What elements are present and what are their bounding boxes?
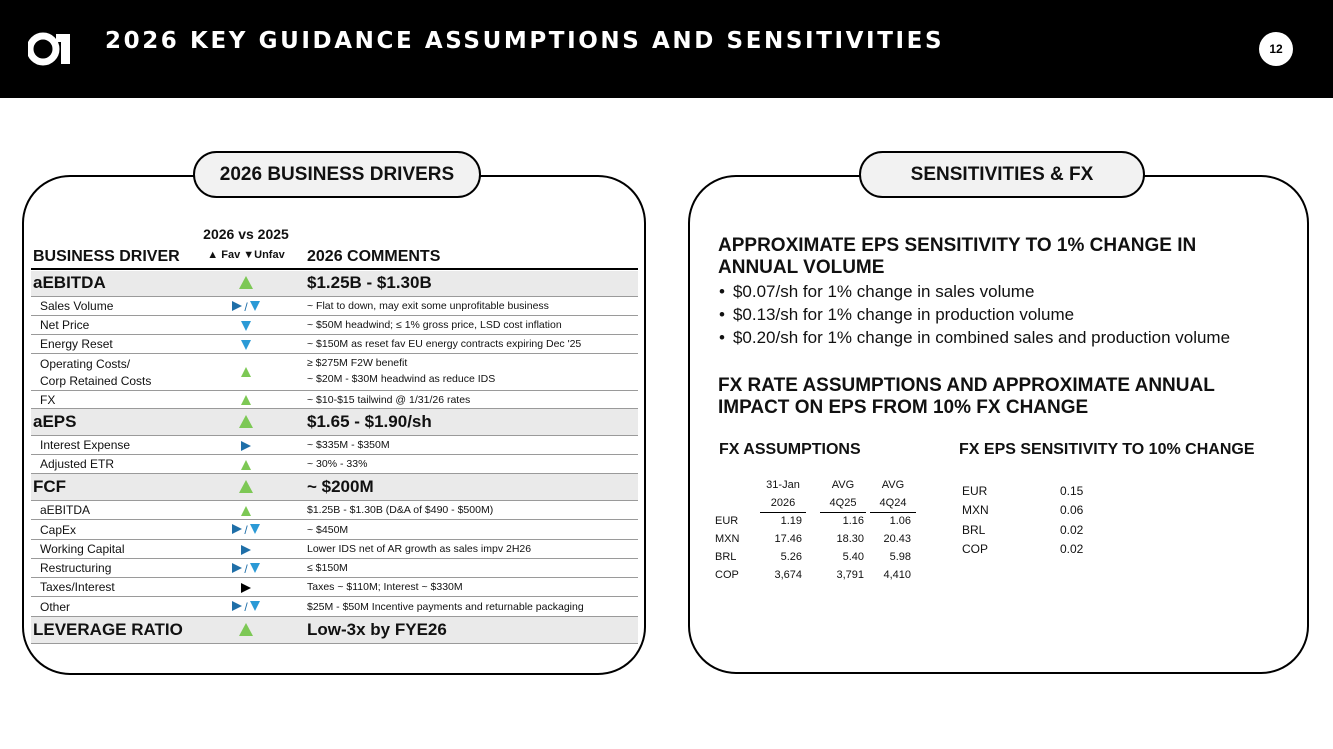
table-row [31, 578, 638, 597]
favorable-up-icon [196, 276, 296, 292]
fx-col-header: AVG [881, 479, 905, 491]
row-driver: Taxes/Interest [40, 580, 115, 594]
row-comment: ~ $50M headwind; ≤ 1% gross price, LSD cost inflation [307, 319, 562, 331]
row-comment: ~ $150M as reset fav EU energy contracts expiring Dec '25 [307, 338, 582, 350]
row-comment: Low-3x by FYE26 [307, 620, 447, 639]
column-header-vs: 2026 vs 2025 [203, 226, 289, 242]
column-header-comments: 2026 COMMENTS [307, 248, 441, 265]
table-row [31, 316, 638, 335]
table-row [31, 354, 638, 391]
company-logo-icon [28, 32, 78, 66]
page-number: 12 [1259, 32, 1293, 66]
fx-sens-value: 0.06 [1060, 503, 1084, 517]
row-comment: Taxes ~ $110M; Interest ~ $330M [307, 581, 463, 593]
row-driver: Operating Costs/ [40, 357, 131, 371]
row-driver: LEVERAGE RATIO [33, 620, 183, 639]
row-comment: $1.25B - $1.30B (D&A of $490 - $500M) [307, 504, 494, 516]
row-driver-line2: Corp Retained Costs [40, 374, 152, 388]
row-comment: ~ $200M [307, 477, 374, 496]
fx-sens-currency: MXN [962, 503, 989, 517]
neutral-unfav-icon: / [196, 562, 296, 576]
fx-value: 1.19 [780, 515, 802, 527]
fx-value: 20.43 [883, 533, 911, 545]
fx-value: 4,410 [883, 569, 911, 581]
row-comment: ≤ $150M [307, 562, 348, 574]
fx-currency: MXN [715, 533, 740, 545]
business-drivers-title: 2026 BUSINESS DRIVERS [193, 151, 481, 198]
fx-rate-heading: FX RATE ASSUMPTIONS AND APPROXIMATE ANNUAL [718, 375, 1215, 396]
unfavorable-down-icon [196, 339, 296, 353]
fx-value: 5.98 [889, 551, 911, 563]
neutral-right-icon [196, 544, 296, 558]
row-comment: ~ $335M - $350M [307, 439, 390, 451]
fx-col-header: AVG [831, 479, 855, 491]
row-driver: Energy Reset [40, 337, 113, 351]
table-row [31, 297, 638, 316]
table-row [31, 501, 638, 520]
header-bar [0, 0, 1333, 98]
row-driver: Net Price [40, 318, 90, 332]
favorable-up-icon [196, 505, 296, 519]
fx-sens-value: 0.02 [1060, 542, 1084, 556]
fx-col-header: 4Q25 [829, 497, 857, 509]
row-driver: Other [40, 600, 71, 614]
favorable-up-icon [196, 366, 296, 380]
table-row-aebitda [31, 271, 638, 297]
favorable-up-icon [196, 480, 296, 496]
favorable-up-icon [196, 415, 296, 431]
table-row [31, 540, 638, 559]
fx-assumptions-title: FX ASSUMPTIONS [719, 441, 861, 458]
table-row [31, 335, 638, 354]
row-driver: aEBITDA [40, 503, 91, 517]
eps-sensitivity-heading-line2: ANNUAL VOLUME [718, 257, 885, 278]
row-comment: ≥ $275M F2W benefit [307, 357, 408, 369]
fx-col-header: 4Q24 [879, 497, 907, 509]
fx-value: 1.16 [842, 515, 864, 527]
fx-sens-currency: BRL [962, 523, 986, 537]
row-comment: $1.65 - $1.90/sh [307, 412, 432, 431]
row-driver: CapEx [40, 523, 77, 537]
table-row [31, 455, 638, 474]
fx-currency: EUR [715, 515, 739, 527]
fx-col-underline [820, 512, 866, 513]
header-divider [31, 268, 638, 270]
row-driver: Adjusted ETR [40, 457, 115, 471]
row-comment: ~ $450M [307, 524, 349, 536]
row-driver: Sales Volume [40, 299, 114, 313]
row-comment: ~ Flat to down, may exit some unprofitable business [307, 300, 549, 312]
fx-col-underline [760, 512, 806, 513]
row-driver: aEPS [33, 412, 77, 431]
neutral-right-icon [196, 440, 296, 454]
row-comment: ~ $10-$15 tailwind @ 1/31/26 rates [307, 394, 471, 406]
fx-value: 5.26 [780, 551, 802, 563]
fx-sens-currency: EUR [962, 484, 988, 498]
neutral-unfav-icon: / [196, 300, 296, 314]
fx-value: 17.46 [774, 533, 802, 545]
table-row [31, 436, 638, 455]
row-driver: Restructuring [40, 561, 112, 575]
row-comment: Lower IDS net of AR growth as sales impv 2H26 [307, 543, 532, 555]
page-title: 2026 KEY GUIDANCE ASSUMPTIONS AND SENSITIVITIES [105, 28, 945, 54]
neutral-right-icon [196, 582, 296, 596]
fx-value: 1.06 [889, 515, 911, 527]
neutral-unfav-icon: / [196, 600, 296, 614]
table-row [31, 559, 638, 578]
fx-value: 5.40 [842, 551, 864, 563]
table-row-aeps [31, 409, 638, 436]
unfavorable-down-icon [196, 320, 296, 334]
fx-sensitivity-title: FX EPS SENSITIVITY TO 10% CHANGE [959, 441, 1255, 458]
sensitivities-title: SENSITIVITIES & FX [859, 151, 1145, 198]
fx-col-underline [870, 512, 916, 513]
column-header-fav-unfav: ▲ Fav ▼Unfav [207, 249, 285, 261]
row-comment: $1.25B - $1.30B [307, 273, 432, 292]
row-driver: Working Capital [40, 542, 125, 556]
fx-sens-value: 0.02 [1060, 523, 1084, 537]
column-header-driver: BUSINESS DRIVER [33, 248, 180, 265]
row-comment-line2: ~ $20M - $30M headwind as reduce IDS [307, 373, 496, 385]
row-driver: aEBITDA [33, 273, 106, 292]
bullet-item: • $0.20/sh for 1% change in combined sales and production volume [719, 328, 1230, 348]
fx-currency: BRL [715, 551, 737, 563]
fx-value: 3,674 [774, 569, 802, 581]
table-row-fcf [31, 474, 638, 501]
fx-col-header: 31-Jan [766, 479, 800, 491]
neutral-unfav-icon: / [196, 523, 296, 537]
table-row [31, 597, 638, 617]
row-comment: $25M - $50M Incentive payments and returnable packaging [307, 601, 584, 613]
fx-sens-currency: COP [962, 542, 989, 556]
bullet-item: • $0.07/sh for 1% change in sales volume [719, 282, 1034, 302]
favorable-up-icon [196, 623, 296, 639]
table-row [31, 391, 638, 409]
bullet-item: • $0.13/sh for 1% change in production volume [719, 305, 1074, 325]
row-driver: Interest Expense [40, 438, 131, 452]
table-row [31, 520, 638, 540]
fx-col-header: 2026 [770, 497, 796, 509]
row-comment: ~ 30% - 33% [307, 458, 368, 470]
table-row-leverage [31, 617, 638, 644]
fx-currency: COP [715, 569, 739, 581]
fx-value: 3,791 [836, 569, 864, 581]
row-driver: FX [40, 393, 56, 407]
fx-value: 18.30 [836, 533, 864, 545]
eps-sensitivity-heading: APPROXIMATE EPS SENSITIVITY TO 1% CHANGE IN [718, 235, 1197, 256]
favorable-up-icon [196, 459, 296, 473]
fx-sens-value: 0.15 [1060, 484, 1084, 498]
favorable-up-icon [196, 394, 296, 408]
fx-rate-heading-line2: IMPACT ON EPS FROM 10% FX CHANGE [718, 397, 1089, 418]
row-driver: FCF [33, 477, 67, 496]
